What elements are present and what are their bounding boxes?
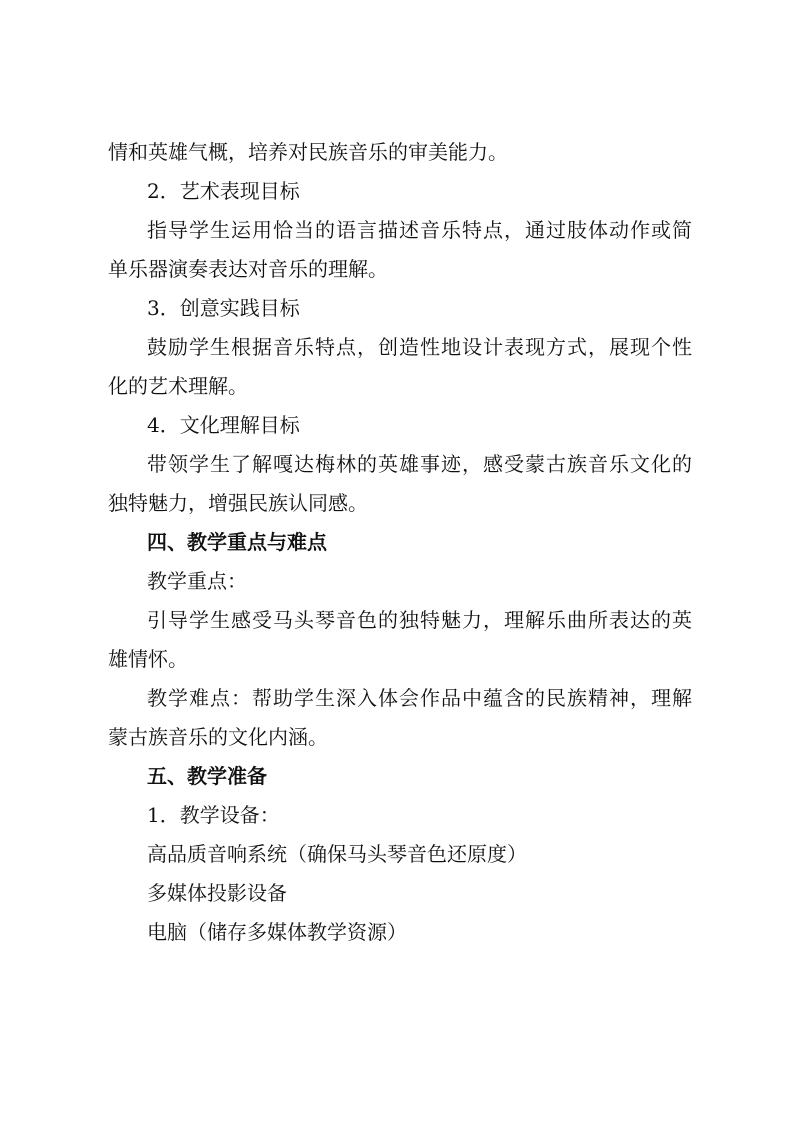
objective-3-title: 3．创意实践目标 bbox=[147, 296, 300, 320]
key-point-text-line-1: 引导学生感受马头琴音色的独特魅力，理解乐曲所表达的英 bbox=[147, 608, 692, 632]
equipment-title: 1．教学设备： bbox=[147, 803, 280, 827]
objective-4-text-line-2: 独特魅力，增强民族认同感。 bbox=[108, 491, 368, 515]
key-point-text-line-2: 雄情怀。 bbox=[108, 647, 188, 671]
objective-2-text-line-1: 指导学生运用恰当的语言描述音乐特点，通过肢体动作或简 bbox=[147, 218, 692, 242]
equipment-item-computer: 电脑（储存多媒体教学资源） bbox=[147, 920, 407, 944]
section-5-heading: 五、教学准备 bbox=[147, 764, 267, 788]
equipment-item-audio: 高品质音响系统（确保马头琴音色还原度） bbox=[147, 842, 527, 866]
equipment-item-projector: 多媒体投影设备 bbox=[147, 881, 287, 905]
key-point-label: 教学重点： bbox=[147, 569, 247, 593]
objective-3-text-line-1: 鼓励学生根据音乐特点，创造性地设计表现方式，展现个性 bbox=[147, 335, 692, 359]
difficulty-text-line-1: 教学难点：帮助学生深入体会作品中蕴含的民族精神，理解 bbox=[147, 686, 692, 710]
section-4-heading: 四、教学重点与难点 bbox=[147, 530, 327, 554]
objective-2-title: 2．艺术表现目标 bbox=[147, 179, 300, 203]
difficulty-text-line-2: 蒙古族音乐的文化内涵。 bbox=[108, 725, 328, 749]
objective-4-text-line-1: 带领学生了解嘎达梅林的英雄事迹，感受蒙古族音乐文化的 bbox=[147, 452, 692, 476]
objective-2-text-line-2: 单乐器演奏表达对音乐的理解。 bbox=[108, 257, 388, 281]
objective-4-title: 4．文化理解目标 bbox=[147, 413, 300, 437]
objective-3-text-line-2: 化的艺术理解。 bbox=[108, 374, 248, 398]
paragraph-intro-continuation: 情和英雄气概，培养对民族音乐的审美能力。 bbox=[108, 140, 508, 164]
